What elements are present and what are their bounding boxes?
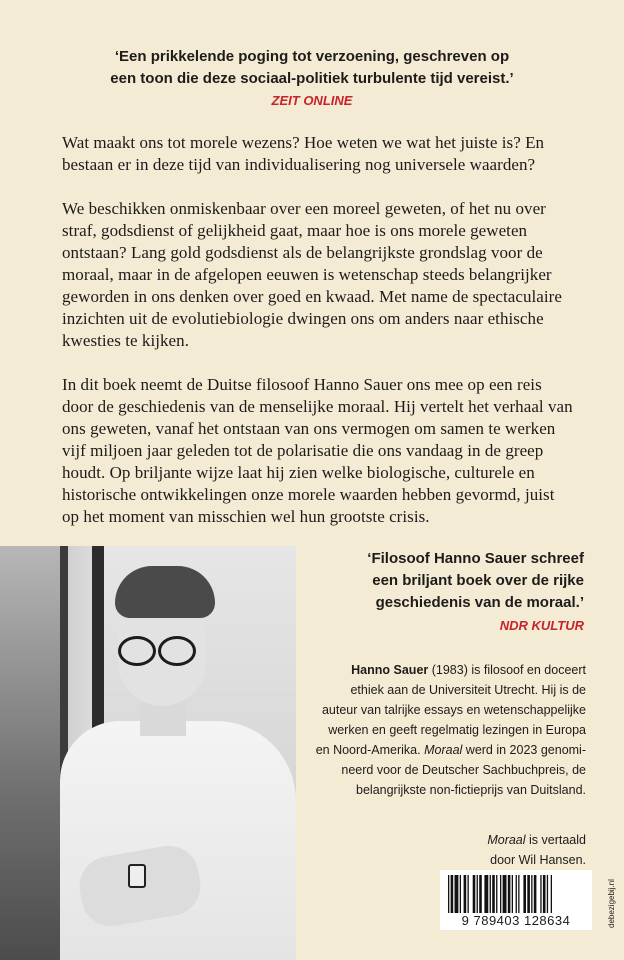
barcode-bar [460, 875, 461, 913]
translation-book-title: Moraal [487, 833, 526, 847]
barcode [440, 870, 592, 930]
translation-line2: door Wil Hansen. [490, 853, 586, 867]
quote-bottom-source: NDR KULTUR [499, 618, 584, 633]
blurb-paragraph-3: In dit boek neemt de Duitse filosoof Hanno Sauer ons mee op een reis door de geschiedenis van de menselijke moraal. Hij vertelt het verhaal van ons geweten, vanaf het ontstaan van ons vermogen om samen te werken vijf miljoen jaar geleden tot de polarisatie die ons vandaag in de greep houdt. Op briljante wijze laat hij zien welke biologische, culturele en historische ontwikkelingen onze morele waarden hebben gevormd, juist op het moment van misschien wel hun grootste crisis. [62, 375, 573, 526]
barcode-bar [496, 875, 497, 913]
quote-bottom-line2: een briljant boek over de rijke [372, 572, 584, 589]
barcode-bar [479, 875, 482, 913]
barcode-bar [551, 875, 552, 913]
blurb-paragraph-2: We beschikken onmiskenbaar over een moreel geweten, of het nu over straf, godsdienst of gelijkheid gaat, maar hoe is ons morele geweten ontstaan? Lang gold godsdienst als de belangrijkste grondslag voor de moraal, maar in de afgelopen eeuwen is wetenschap steeds belangrijker geworden in ons denken over goed en kwaad. Met name de spectaculaire inzichten uit de evolutiebiologie dwingen ons om anders naar ethische kwesties te kijken. [62, 199, 562, 350]
blurb [62, 132, 574, 550]
bio-line5: en Noord-Amerika. [315, 743, 421, 757]
barcode-bars [448, 875, 584, 913]
barcode-bar [508, 875, 511, 913]
bio-line7: belangrijkste non-fictieprijs van Duitsland. [356, 783, 586, 797]
barcode-bar [527, 875, 530, 913]
barcode-bar [540, 875, 541, 913]
quote-top-line1: ‘Een prikkelende poging tot verzoening, geschreven op [114, 48, 510, 65]
barcode-bar [455, 875, 459, 913]
quote-top-source: ZEIT ONLINE [271, 93, 353, 108]
barcode-bar [448, 875, 449, 913]
quote-bottom-line3: geschiedenis van de moraal.’ [375, 594, 584, 611]
translation-line1: is vertaald [525, 833, 586, 847]
barcode-bar [531, 875, 532, 913]
barcode-bar [523, 875, 526, 913]
barcode-bar [451, 875, 454, 913]
barcode-bar [512, 875, 513, 913]
barcode-bar [473, 875, 476, 913]
barcode-bar [477, 875, 478, 913]
bio-line6: neerd voor de Deutscher Sachbuchpreis, de [341, 763, 586, 777]
barcode-bar [468, 875, 469, 913]
barcode-bar [518, 875, 519, 913]
bio-line2: ethiek aan de Universiteit Utrecht. Hij is de [350, 683, 586, 697]
barcode-bar [547, 875, 548, 913]
barcode-bar [490, 875, 491, 913]
barcode-bar [500, 875, 501, 913]
quote-bottom [322, 548, 584, 635]
author-name: Hanno Sauer [351, 663, 429, 677]
author-photo [0, 546, 296, 960]
bio-book-title: Moraal [424, 743, 463, 757]
isbn-number: 9 789403 128634 [461, 913, 571, 928]
quote-top-line2: een toon die deze sociaal-politiek turbulente tijd vereist.’ [110, 70, 514, 87]
barcode-bar [516, 875, 517, 913]
barcode-bar [484, 875, 488, 913]
barcode-bar [464, 875, 467, 913]
barcode-bar [503, 875, 507, 913]
quote-bottom-line1: ‘Filosoof Hanno Sauer schreef [367, 550, 584, 567]
barcode-bar [543, 875, 546, 913]
translation-credit [440, 830, 586, 870]
blurb-paragraph-1: Wat maakt ons tot morele wezens? Hoe weten we wat het juiste is? En bestaan er in deze tijd van individualisering nog universele waarden? [62, 133, 545, 174]
bio-line1: (1983) is filosoof en doceert [428, 663, 586, 677]
barcode-bar [534, 875, 537, 913]
publisher-website: debezigebij.nl [607, 879, 616, 928]
bio-line5b: werd in 2023 genomi- [462, 743, 586, 757]
quote-top [40, 46, 584, 110]
barcode-bar [492, 875, 495, 913]
bio-line3: auteur van talrijke essays en wetenschappelijke [321, 703, 586, 717]
bio-line4: werken en geeft regelmatig lezingen in Europa [328, 723, 586, 737]
author-bio [306, 660, 586, 800]
